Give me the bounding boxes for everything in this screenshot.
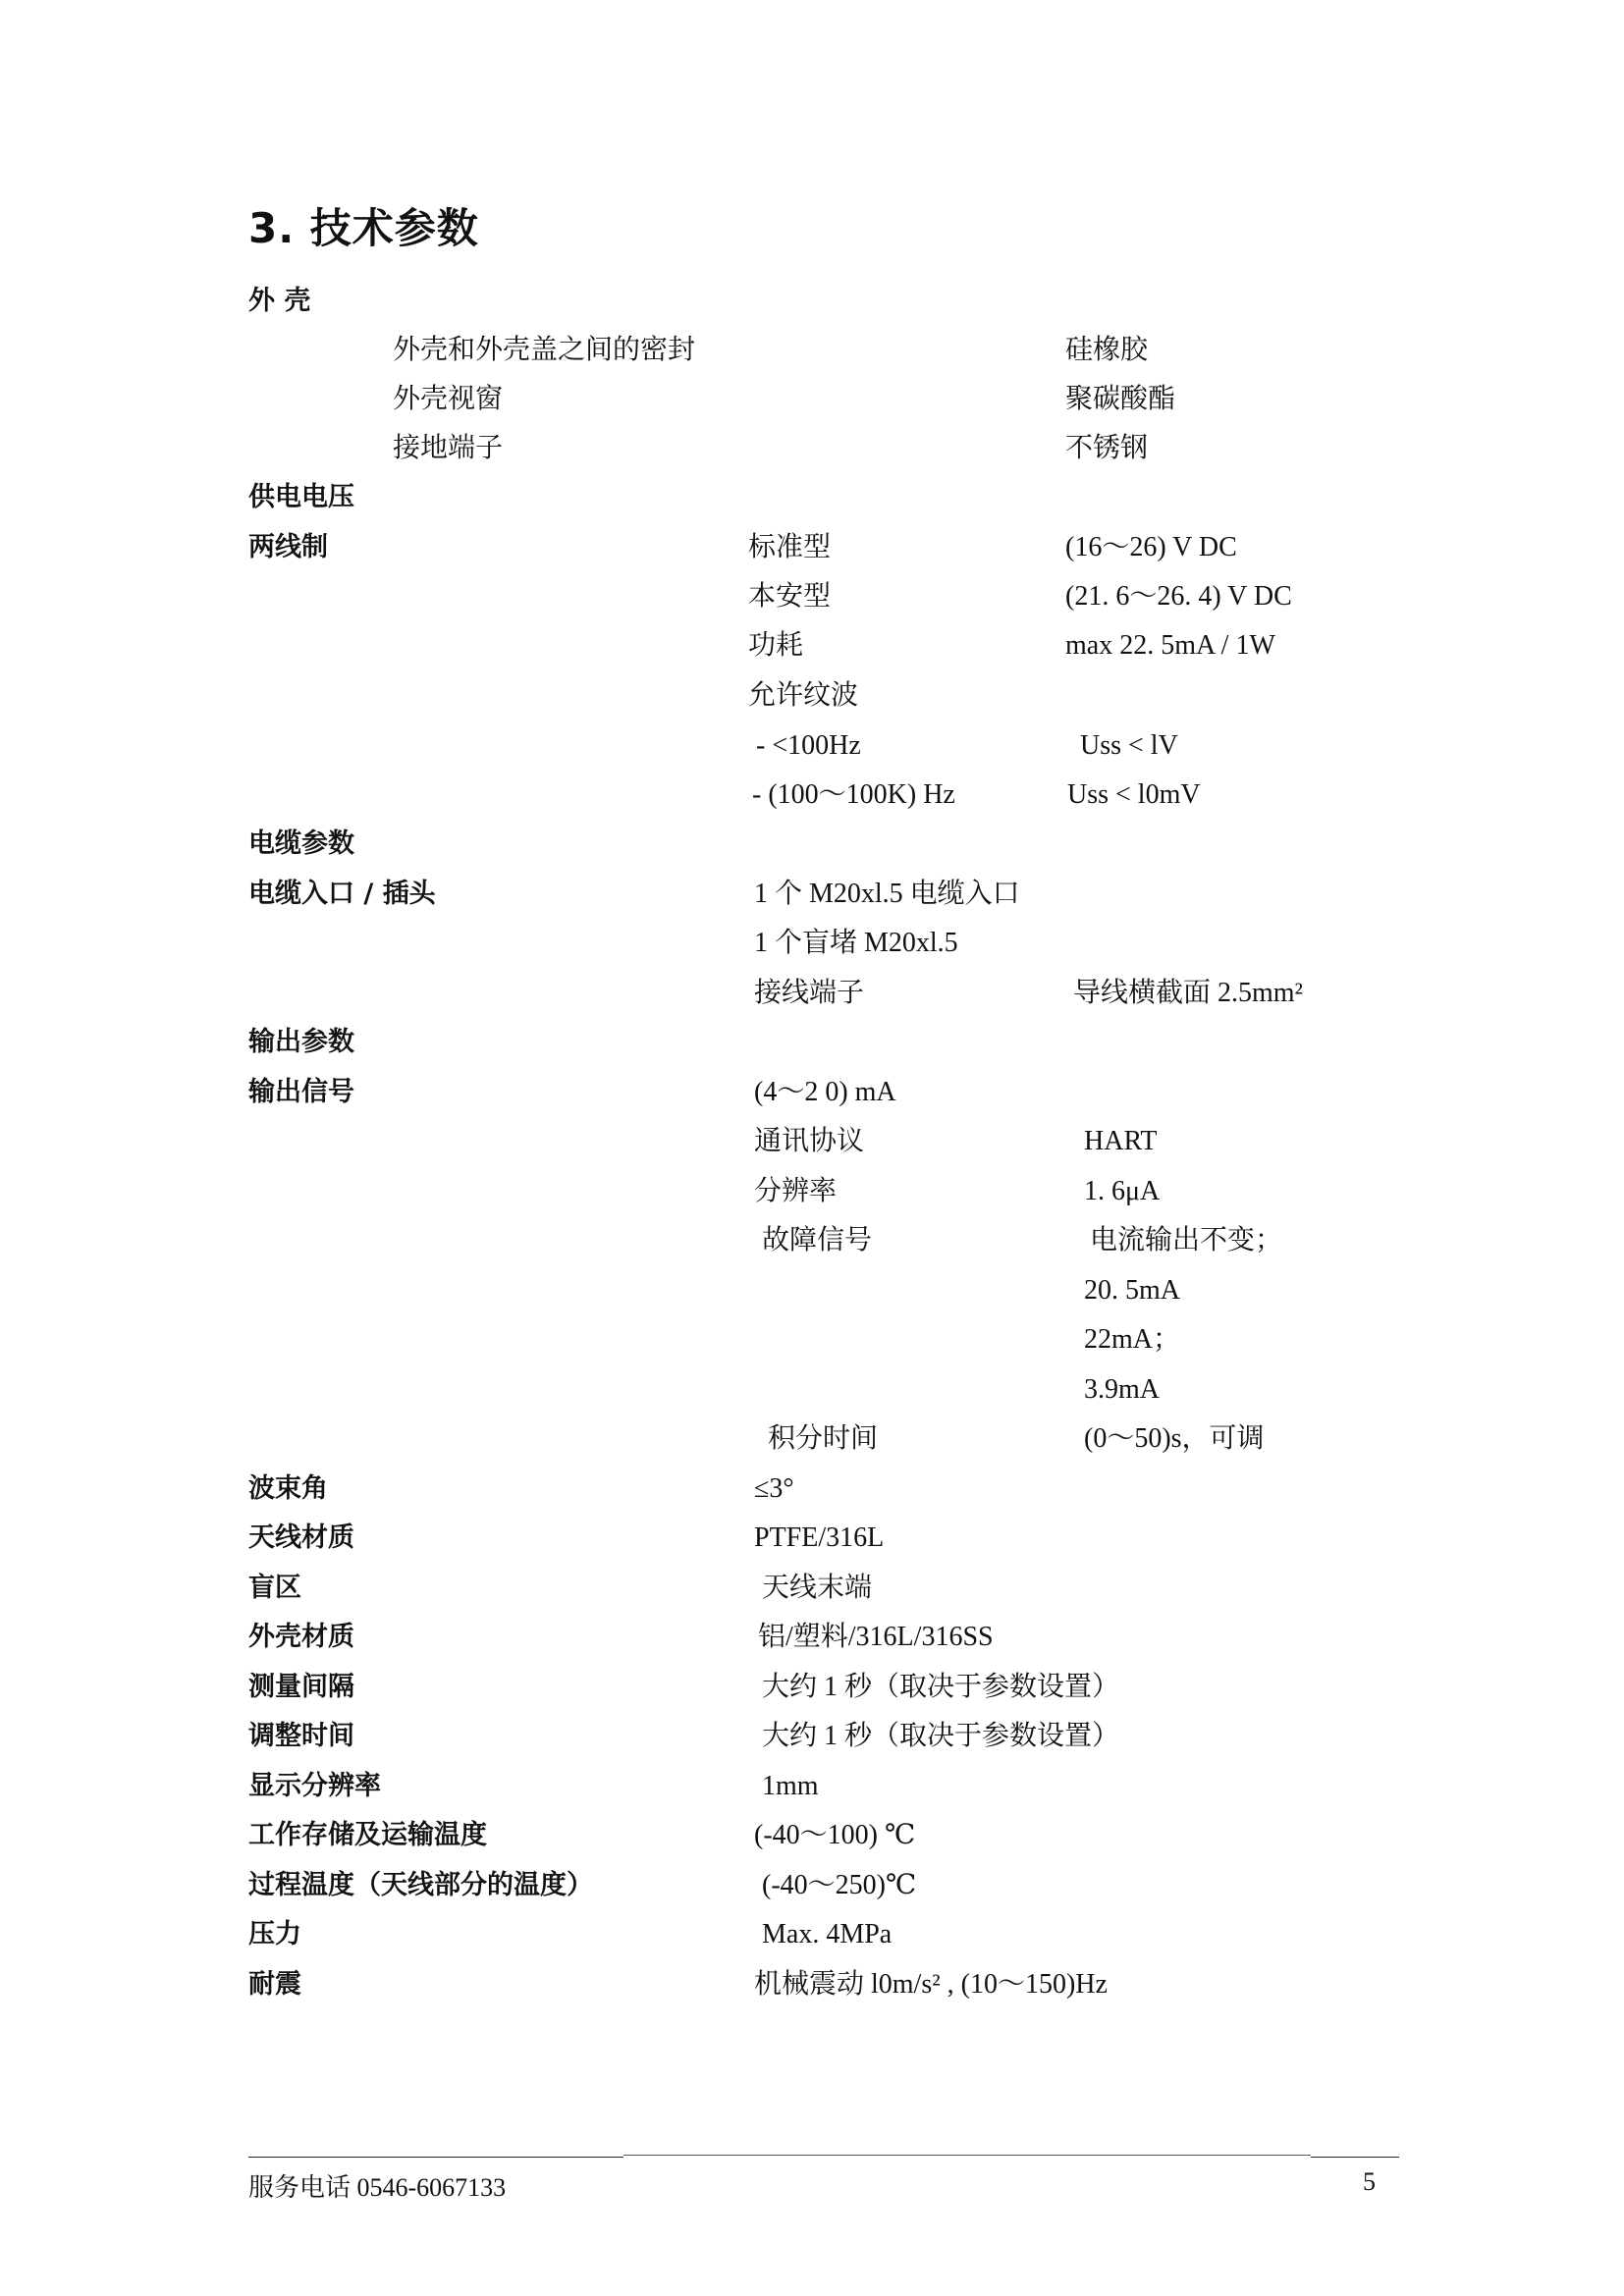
power-consumption-value: max 22. 5mA / 1W [1065, 630, 1275, 661]
power-standard-label: 标准型 [748, 532, 832, 562]
power-intrinsic-value: (21. 6～26. 4) V DC [1065, 581, 1292, 612]
cable-heading: 电缆参数 [248, 828, 354, 859]
cable-plug-row: 1 个盲堵 M20xl.5 [754, 928, 958, 958]
spec-name: 显示分辨率 [248, 1771, 381, 1801]
power-consumption-label: 功耗 [748, 630, 804, 661]
spec-value: 1mm [762, 1771, 819, 1801]
spec-name: 天线材质 [248, 1522, 354, 1553]
power-ripple-low-label: - <100Hz [756, 730, 861, 761]
output-fault-value-2: 20. 5mA [1084, 1275, 1180, 1306]
power-ripple-low-value: Uss < lV [1080, 730, 1178, 761]
spec-name: 盲区 [248, 1573, 301, 1603]
spec-value: Max. 4MPa [762, 1919, 893, 1949]
spec-value: 机械震动 l0m/s² , (10～150)Hz [754, 1969, 1108, 2000]
spec-value: 大约 1 秒（取决于参数设置） [762, 1672, 1120, 1702]
spec-value: 天线末端 [762, 1573, 873, 1603]
spec-name: 调整时间 [248, 1721, 354, 1751]
housing-window-value: 聚碳酸酯 [1065, 384, 1176, 414]
spec-name: 耐震 [248, 1969, 301, 2000]
housing-window-label: 外壳视窗 [393, 384, 504, 414]
power-ripple-high-label: - (100～100K) Hz [752, 779, 955, 810]
footer-divider-inner [623, 2155, 1311, 2156]
footer-service-phone: 服务电话 0546-6067133 [248, 2173, 507, 2202]
cable-terminal-label: 接线端子 [754, 978, 865, 1008]
spec-value: (-40～250)℃ [762, 1870, 917, 1900]
power-standard-value: (16～26) V DC [1065, 532, 1237, 562]
spec-name: 波束角 [248, 1473, 328, 1504]
spec-name: 工作存储及运输温度 [248, 1820, 487, 1850]
power-heading: 供电电压 [248, 482, 354, 512]
output-protocol-label: 通讯协议 [754, 1126, 865, 1156]
output-fault-value-1: 电流输出不变； [1090, 1225, 1283, 1255]
output-heading: 输出参数 [248, 1027, 354, 1057]
output-resolution-value: 1. 6μA [1084, 1176, 1161, 1206]
output-fault-value-4: 3.9mA [1084, 1374, 1160, 1405]
housing-seal-value: 硅橡胶 [1065, 335, 1149, 365]
footer-divider-gap [623, 2153, 1311, 2159]
output-integration-value: (0～50)s，可调 [1084, 1423, 1265, 1454]
spec-name: 压力 [248, 1919, 301, 1949]
spec-name: 过程温度（天线部分的温度） [248, 1870, 593, 1900]
two-wire-heading: 两线制 [248, 532, 328, 562]
housing-ground-value: 不锈钢 [1065, 433, 1149, 463]
spec-value: PTFE/316L [754, 1522, 885, 1553]
output-resolution-label: 分辨率 [754, 1176, 838, 1206]
spec-value: (-40～100) ℃ [754, 1820, 916, 1850]
spec-name: 测量间隔 [248, 1672, 354, 1702]
power-intrinsic-label: 本安型 [748, 581, 832, 612]
housing-heading: 外 壳 [248, 286, 311, 316]
page-number: 5 [1363, 2167, 1376, 2196]
housing-ground-label: 接地端子 [393, 433, 504, 463]
spec-value: 铝/塑料/316L/316SS [758, 1622, 994, 1652]
power-ripple-high-value: Uss < l0mV [1067, 779, 1201, 810]
housing-seal-label: 外壳和外壳盖之间的密封 [393, 335, 696, 365]
output-signal-heading: 输出信号 [248, 1077, 354, 1107]
power-ripple-label: 允许纹波 [748, 680, 859, 711]
cable-terminal-value: 导线横截面 2.5mm² [1073, 978, 1303, 1008]
cable-entry-row: 1 个 M20xl.5 电缆入口 [754, 879, 1020, 909]
output-fault-value-3: 22mA； [1084, 1324, 1181, 1355]
output-integration-label: 积分时间 [768, 1423, 879, 1454]
spec-value: ≤3° [754, 1473, 794, 1504]
section-title: 3. 技术参数 [248, 204, 479, 252]
cable-entry-heading: 电缆入口 / 插头 [248, 879, 436, 909]
spec-name: 外壳材质 [248, 1622, 354, 1652]
output-fault-label: 故障信号 [762, 1225, 873, 1255]
output-current-range: (4～2 0) mA [754, 1077, 896, 1107]
output-protocol-value: HART [1084, 1126, 1158, 1156]
spec-value: 大约 1 秒（取决于参数设置） [762, 1721, 1120, 1751]
